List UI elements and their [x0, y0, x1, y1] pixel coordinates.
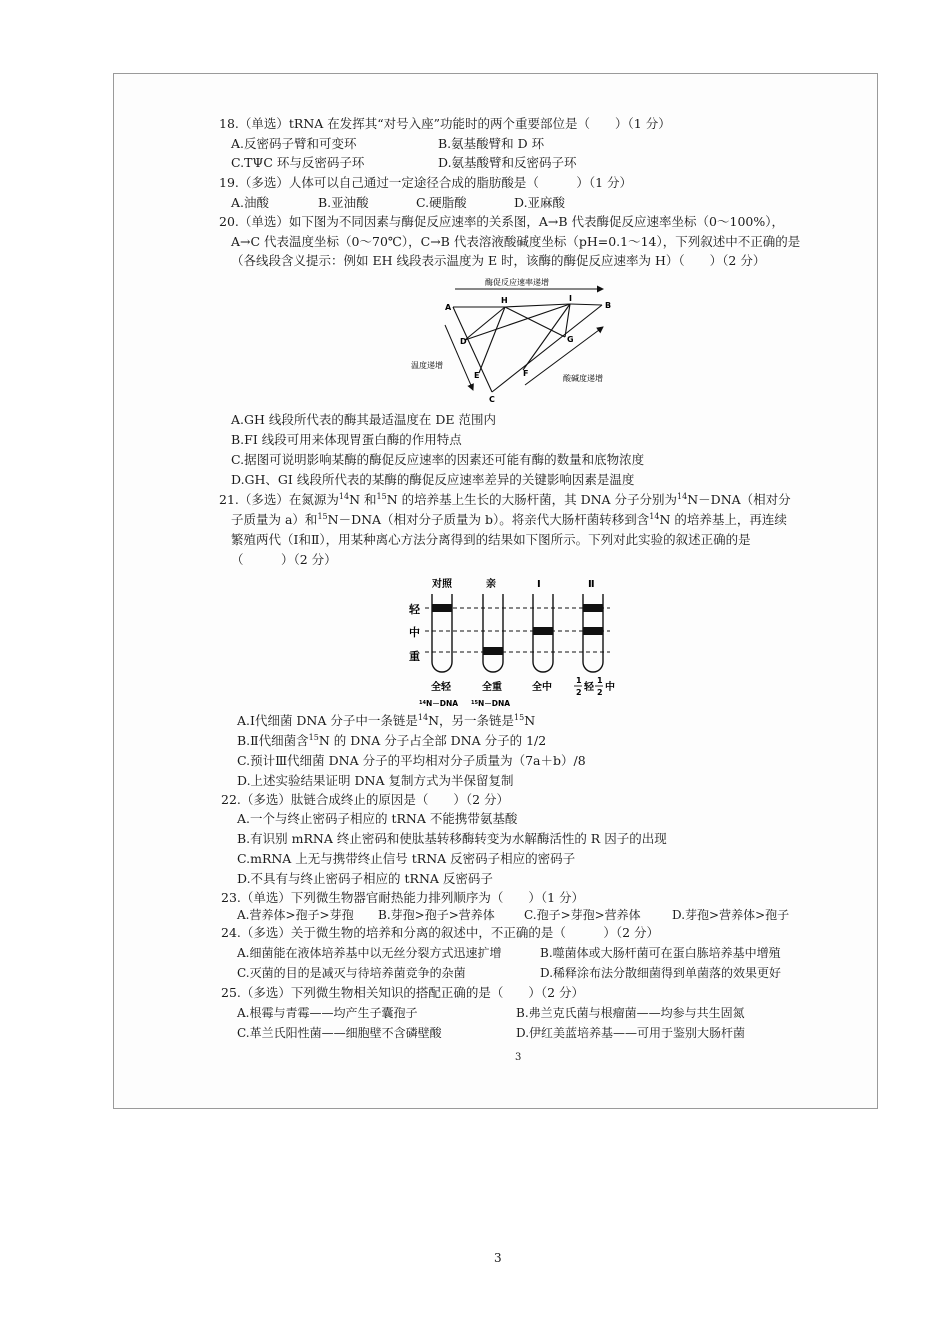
dna-bands [432, 604, 603, 655]
q22-option-b: B.有识别 mRNA 终止密码和使肽基转移酶转变为水解酶活性的 R 因子的出现 [237, 831, 667, 846]
header-parent: 亲 [486, 579, 496, 590]
q25-option-c: C.革兰氏阳性菌——细胞壁不含磷壁酸 [237, 1026, 442, 1040]
q24-option-a: A.细菌能在液体培养基中以无丝分裂方式迅速扩增 [237, 946, 502, 960]
q22-stem: 22.（多选）肽链合成终止的原因是（ ）（2 分） [221, 792, 510, 807]
q24-option-c: C.灭菌的目的是减灭与待培养菌竞争的杂菌 [237, 966, 466, 980]
q25-stem: 25.（多选）下列微生物相关知识的搭配正确的是（ ）（2 分） [221, 985, 585, 1000]
point-d-label: D [460, 337, 467, 346]
q21-option-d: D.上述实验结果证明 DNA 复制方式为半保留复制 [237, 773, 514, 788]
svg-text:2: 2 [576, 688, 582, 697]
q21-stem-line4: （ ）（2 分） [231, 552, 337, 567]
q23-stem: 23.（单选）下列微生物器官耐热能力排列顺序为（ ）（1 分） [221, 890, 585, 905]
dna14-label: N－DNA [426, 699, 459, 708]
q22-option-c: C.mRNA 上无与携带终止信号 tRNA 反密码子相应的密码子 [237, 851, 576, 866]
tube-bottom-labels [431, 676, 615, 697]
band-guide-lines [425, 608, 610, 652]
q20-stem-line1: 20.（单选）如下图为不同因素与酶促反应速率的关系图，A→B 代表酶促反应速率坐标（0～100%）， [219, 214, 784, 229]
dna15-label: N－DNA [478, 699, 511, 708]
q20-option-b: B.FI 线段可用来体现胃蛋白酶的作用特点 [231, 432, 462, 447]
q23-option-a: A.营养体>孢子>芽孢 [237, 908, 354, 922]
q19-option-c: C.硬脂酸 [416, 195, 467, 210]
header-control: 对照 [432, 579, 452, 590]
q19-option-b: B.亚油酸 [318, 195, 369, 210]
bottom-half-light-half-middle [574, 676, 615, 697]
svg-text:14: 14 [419, 700, 426, 706]
q25-option-d: D.伊红美蓝培养基——可用于鉴别大肠杆菌 [516, 1026, 746, 1040]
point-a-label: A [445, 303, 452, 312]
side-light: 轻 [409, 603, 420, 616]
q23-option-c: C.孢子>芽孢>营养体 [524, 908, 641, 922]
temperature-axis-label: 温度递增 [411, 361, 443, 370]
q19-option-d: D.亚麻酸 [514, 195, 566, 210]
page-number: 3 [494, 1251, 502, 1265]
header-gen1: Ⅰ [537, 579, 541, 590]
dna-type-labels [419, 699, 510, 708]
q21-option-c: C.预计Ⅲ代细菌 DNA 分子的平均相对分子质量为（7a＋b）/8 [237, 753, 586, 768]
temperature-axis-arrow [445, 325, 473, 390]
point-f-label: F [523, 369, 529, 378]
q18-option-a: A.反密码子臂和可变环 [231, 136, 357, 151]
band-gen2-light [583, 604, 603, 612]
q21-stem-line1: 21.（多选）在氮源为$^{14}$N 和$^{15}$N 的培养基上生长的大肠杆菌，其 DNA 分子分别为$^{14}$N－DNA（相对分 [219, 491, 791, 507]
q19-option-a: A.油酸 [231, 195, 270, 210]
band-side-labels [408, 602, 421, 663]
q21-stem-line2: 子质量为 a）和$^{15}$N－DNA（相对分子质量为 b）。将亲代大肠杆菌转移到含$^{14}$N 的培养基上，再连续 [231, 511, 787, 527]
q20-option-a: A.GH 线段所代表的酶其最适温度在 DE 范围内 [231, 412, 496, 427]
q20-option-d: D.GH、GI 线段所代表的某酶的酶促反应速率差异的关键影响因素是温度 [231, 472, 635, 487]
q18-option-c: C.TΨC 环与反密码子环 [231, 155, 365, 170]
q20-stem-line3: （各线段含义提示：例如 EH 线段表示温度为 E 时，该酶的酶促反应速率为 H）（ ）（2 分） [231, 253, 766, 268]
q25-option-b: B.弗兰克氏菌与根瘤菌——均参与共生固氮 [516, 1006, 745, 1020]
diagram-point-labels [445, 294, 611, 404]
q18-option-d: D.氨基酸臂和反密码子环 [438, 155, 577, 170]
q24-stem: 24.（多选）关于微生物的培养和分离的叙述中，不正确的是（ ）（2 分） [221, 925, 660, 940]
q24-option-d: D.稀释涂布法分散细菌得到单菌落的效果更好 [540, 966, 782, 980]
side-heavy: 重 [409, 650, 420, 663]
inner-page-number: 3 [515, 1052, 522, 1063]
svg-text:1: 1 [576, 676, 582, 685]
band-gen1-middle [533, 627, 553, 635]
q18-option-b: B.氨基酸臂和 D 环 [438, 136, 545, 151]
q21-stem-line3: 繁殖两代（Ⅰ和Ⅱ），用某种离心方法分离得到的结果如下图所示。下列对此实验的叙述正确的是 [231, 532, 751, 547]
point-c-label: C [489, 395, 495, 404]
tube-parent [483, 594, 503, 672]
q21-option-b: B.Ⅱ代细菌含$^{15}$N 的 DNA 分子占全部 DNA 分子的 1/2 [237, 732, 547, 748]
tube-headers [431, 577, 595, 590]
q22-option-d: D.不具有与终止密码子相应的 tRNA 反密码子 [237, 871, 493, 886]
ph-axis-label: 酸碱度递增 [563, 374, 603, 383]
side-middle: 中 [409, 626, 420, 639]
svg-text:中: 中 [605, 682, 615, 693]
band-gen2-middle [583, 627, 603, 635]
q21-option-a: A.Ⅰ代细菌 DNA 分子中一条链是$^{14}$N，另一条链是$^{15}$N [237, 712, 536, 728]
point-b-label: B [605, 301, 612, 310]
q19-stem: 19.（多选）人体可以自己通过一定途径合成的脂肪酸是（ ）（1 分） [219, 175, 633, 190]
bottom-all-middle: 全中 [532, 682, 552, 693]
svg-text:1: 1 [597, 676, 603, 685]
tubes [432, 594, 603, 672]
bottom-all-heavy: 全重 [482, 682, 502, 693]
q20-option-c: C.据图可说明影响某酶的酶促反应速率的因素还可能有酶的数量和底物浓度 [231, 452, 645, 467]
q23-option-b: B.芽孢>孢子>营养体 [378, 908, 495, 922]
band-control-light [432, 604, 452, 612]
q24-option-b: B.噬菌体或大肠杆菌可在蛋白胨培养基中增殖 [540, 946, 781, 960]
q23-option-d: D.芽孢>营养体>孢子 [672, 908, 790, 922]
svg-text:轻: 轻 [584, 682, 594, 693]
q20-stem-line2: A→C 代表温度坐标（0～70℃），C→B 代表溶液酸碱度坐标（pH=0.1～14），下列叙述中不正确的是 [231, 234, 801, 249]
band-parent-heavy [483, 647, 503, 655]
q18-stem: 18.（单选）tRNA 在发挥其“对号入座”功能时的两个重要部位是（ ）（1 分） [219, 116, 671, 131]
point-g-label: G [567, 335, 574, 344]
point-h-label: H [501, 296, 508, 305]
point-i-label: I [569, 294, 572, 303]
svg-text:15: 15 [471, 700, 478, 706]
q25-option-a: A.根霉与青霉——均产生子囊孢子 [237, 1006, 418, 1020]
bottom-all-light: 全轻 [431, 682, 451, 693]
point-e-label: E [474, 371, 480, 380]
centrifuge-tubes-diagram [405, 574, 635, 710]
header-gen2: Ⅱ [588, 579, 595, 590]
q22-option-a: A.一个与终止密码子相应的 tRNA 不能携带氨基酸 [237, 811, 518, 826]
svg-text:2: 2 [597, 688, 603, 697]
enzyme-rate-diagram [405, 274, 620, 406]
rate-axis-label: 酶促反应速率递增 [485, 278, 549, 287]
